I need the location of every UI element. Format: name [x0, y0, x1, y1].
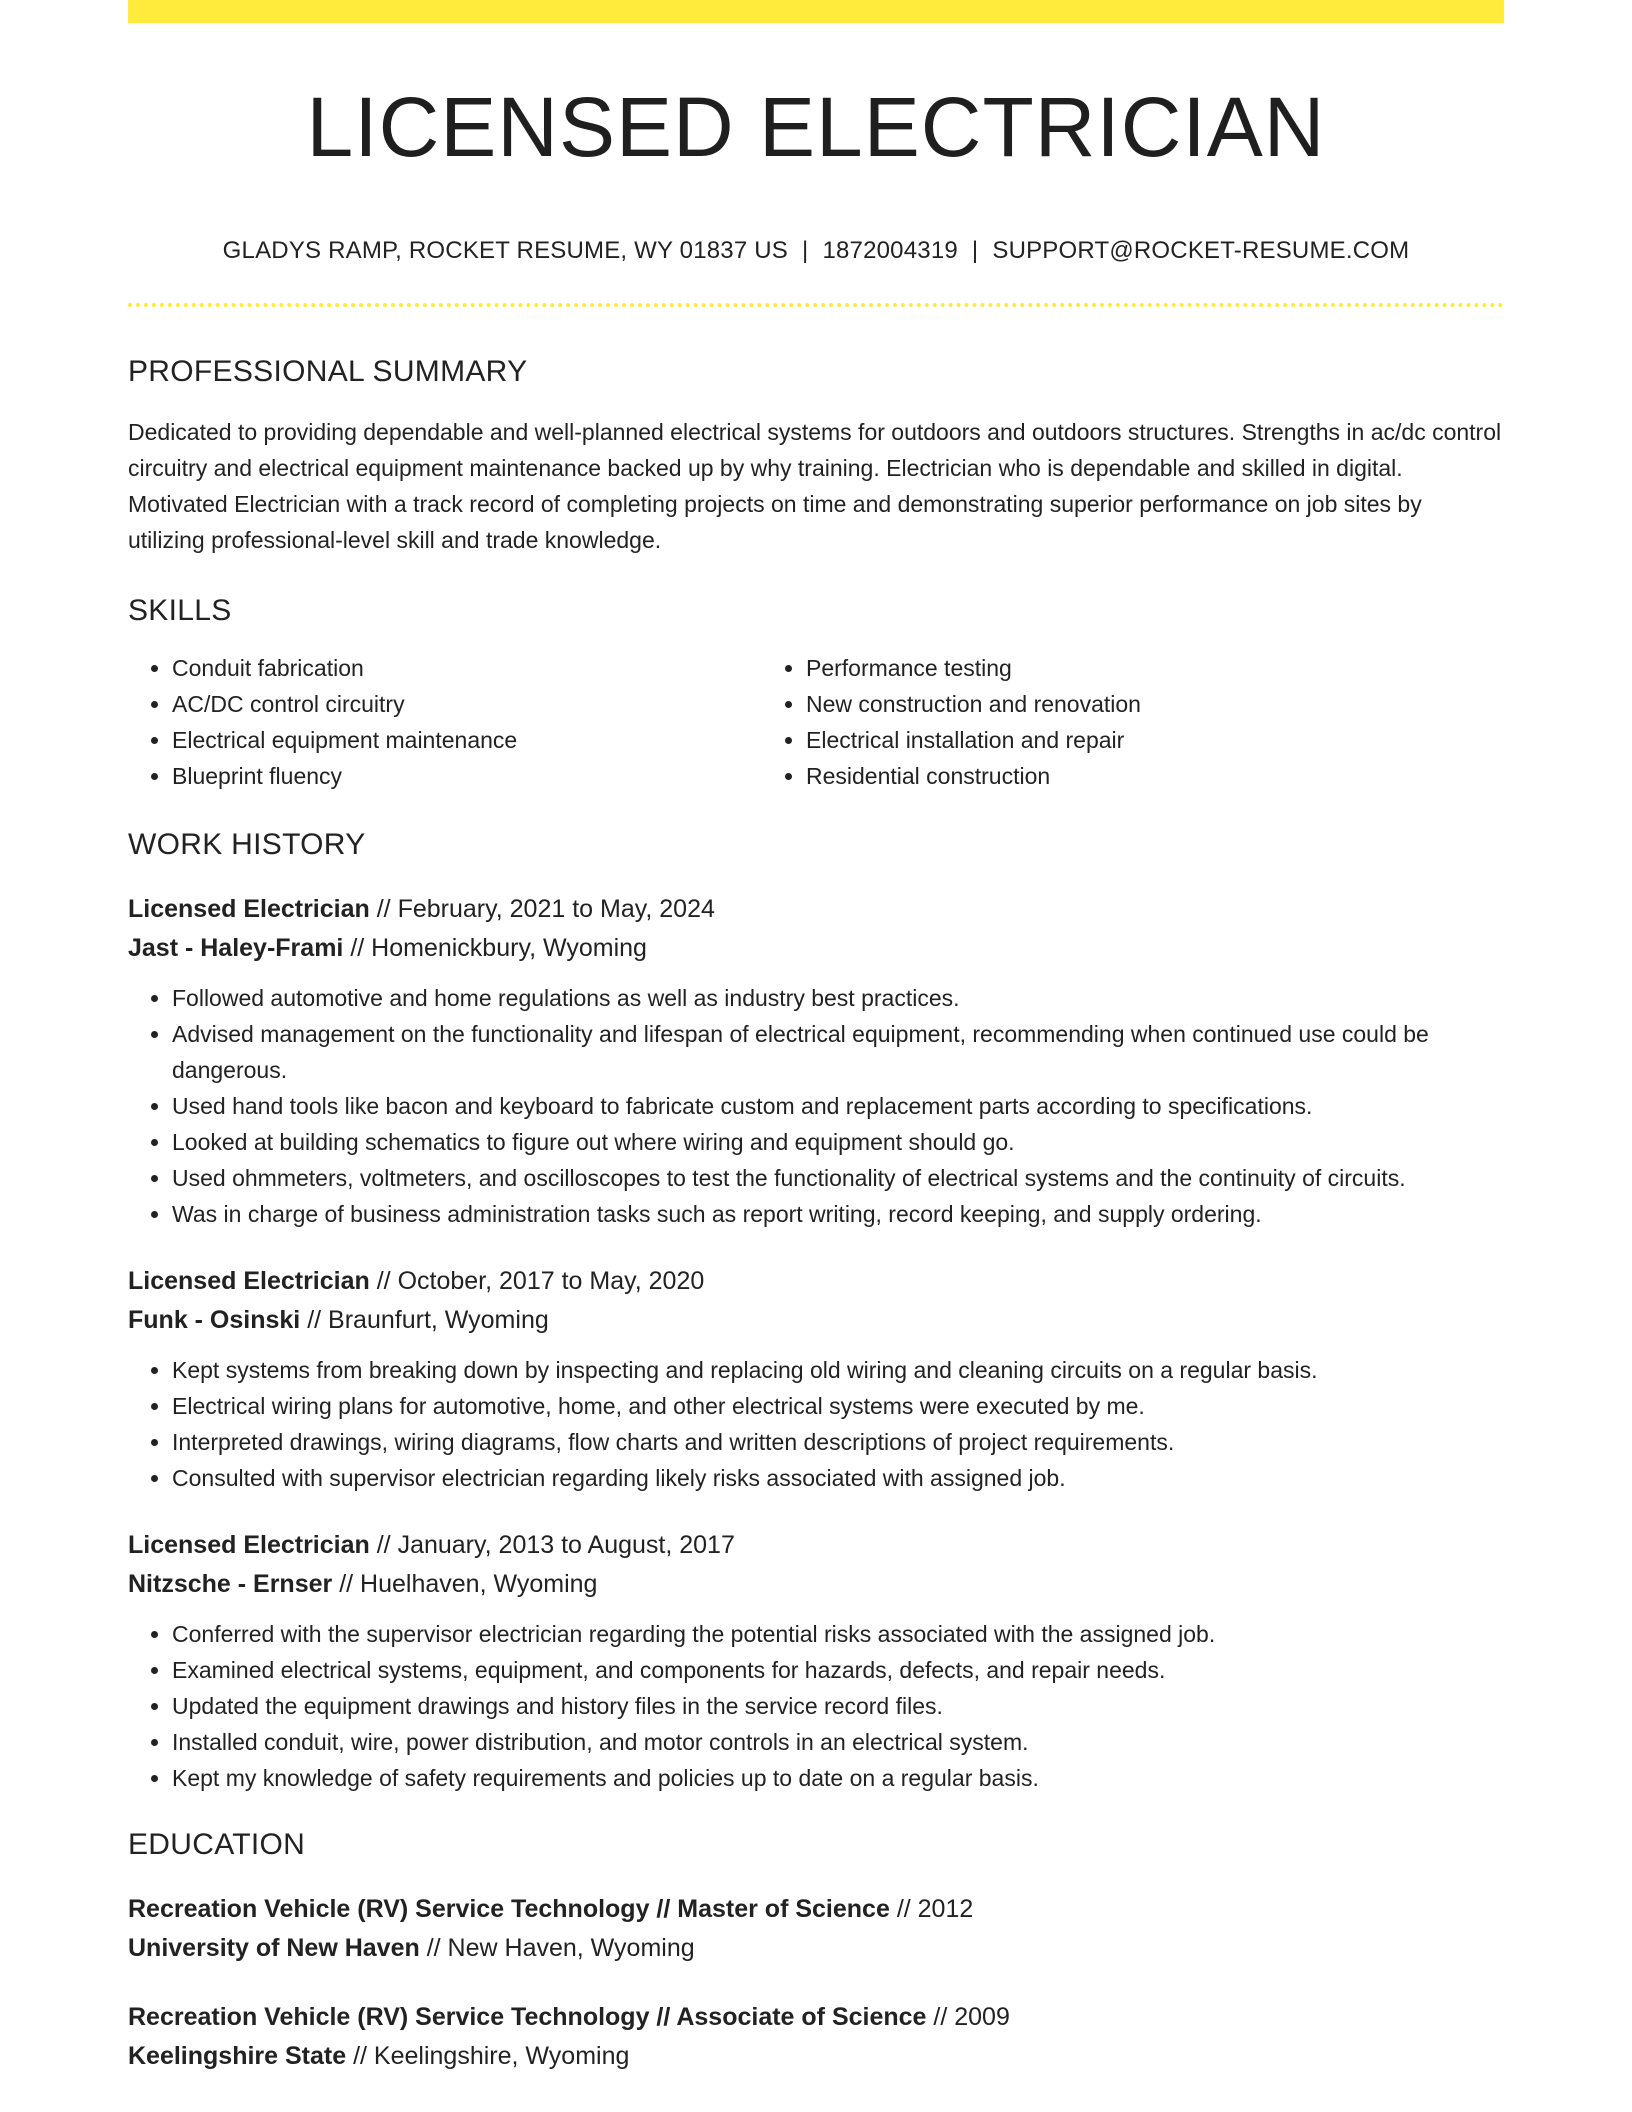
- education-school: Keelingshire State: [128, 2042, 347, 2070]
- skill-item: • Residential construction: [806, 758, 1396, 794]
- skill-item: • New construction and renovation: [806, 686, 1396, 722]
- job-title: Licensed Electrician: [128, 1531, 370, 1559]
- job-title: Licensed Electrician: [128, 1267, 370, 1295]
- dotted-divider: [128, 303, 1504, 307]
- job-title: Licensed Electrician: [128, 895, 370, 923]
- contact-email: SUPPORT@ROCKET-RESUME.COM: [992, 237, 1410, 264]
- job-entry: [128, 1526, 1504, 1796]
- job-bullet: • Used hand tools like bacon and keyboard to fabricate custom and replacement parts according to specifications.: [172, 1088, 1504, 1124]
- skill-item: • Electrical installation and repair: [806, 722, 1396, 758]
- education-heading: EDUCATION: [128, 1828, 306, 1861]
- skills-column-left: [128, 650, 762, 794]
- job-location: // Braunfurt, Wyoming: [307, 1306, 549, 1334]
- job-bullet: • Consulted with supervisor electrician regarding likely risks associated with assigned job.: [172, 1460, 1504, 1496]
- contact-address: GLADYS RAMP, ROCKET RESUME, WY 01837 US: [222, 237, 788, 264]
- job-company: Funk - Osinski: [128, 1306, 301, 1334]
- job-bullets: [128, 1616, 1504, 1796]
- job-bullet: • Updated the equipment drawings and history files in the service record files.: [172, 1688, 1504, 1724]
- education-school-line: [128, 1929, 1504, 1968]
- skill-item: • Electrical equipment maintenance: [172, 722, 762, 758]
- education-entry: [128, 1998, 1504, 2076]
- job-title-line: [128, 1262, 1504, 1301]
- education-degree-line: [128, 1890, 1504, 1929]
- job-dates: // October, 2017 to May, 2020: [376, 1267, 705, 1295]
- job-bullet: • Electrical wiring plans for automotive, home, and other electrical systems were executed by me.: [172, 1388, 1504, 1424]
- contact-separator: |: [802, 237, 809, 264]
- job-bullet: • Was in charge of business administration tasks such as report writing, record keeping, and supply ordering.: [172, 1196, 1504, 1232]
- resume-title: LICENSED ELECTRICIAN: [306, 80, 1326, 174]
- job-bullet: • Followed automotive and home regulations as well as industry best practices.: [172, 980, 1504, 1016]
- education-location: // Keelingshire, Wyoming: [353, 2042, 630, 2070]
- job-bullet: • Advised management on the functionality and lifespan of electrical equipment, recommending when continued use could be dangerous.: [172, 1016, 1504, 1088]
- summary-heading: PROFESSIONAL SUMMARY: [128, 355, 528, 388]
- contact-separator: |: [971, 237, 979, 264]
- job-company: Nitzsche - Ernser: [128, 1570, 333, 1598]
- job-bullet: • Used ohmmeters, voltmeters, and oscilloscopes to test the functionality of electrical systems and the continuity of circuits.: [172, 1160, 1504, 1196]
- education-school: University of New Haven: [128, 1934, 420, 1962]
- job-entry: [128, 1262, 1504, 1496]
- job-bullet: • Kept systems from breaking down by inspecting and replacing old wiring and cleaning circuits on a regular basis.: [172, 1352, 1504, 1388]
- skill-item: • Performance testing: [806, 650, 1396, 686]
- job-bullet: • Examined electrical systems, equipment, and components for hazards, defects, and repair needs.: [172, 1652, 1504, 1688]
- education-location: // New Haven, Wyoming: [426, 1934, 695, 1962]
- work-history-heading: WORK HISTORY: [128, 828, 366, 861]
- education-entry: [128, 1890, 1504, 1968]
- job-bullets: [128, 1352, 1504, 1496]
- education-degree-line: [128, 1998, 1504, 2037]
- job-bullet: • Interpreted drawings, wiring diagrams, flow charts and written descriptions of project requirements.: [172, 1424, 1504, 1460]
- skills-column-right: [762, 650, 1396, 794]
- skill-item: • AC/DC control circuitry: [172, 686, 762, 722]
- job-title-line: [128, 1526, 1504, 1565]
- job-bullet: • Conferred with the supervisor electrician regarding the potential risks associated with the assigned job.: [172, 1616, 1504, 1652]
- top-accent-bar: [128, 0, 1504, 23]
- contact-phone: 1872004319: [822, 237, 958, 264]
- education-year: // 2012: [896, 1895, 974, 1923]
- education-year: // 2009: [933, 2003, 1010, 2031]
- job-bullet: • Kept my knowledge of safety requirements and policies up to date on a regular basis.: [172, 1760, 1504, 1796]
- job-bullets: [128, 980, 1504, 1232]
- skills-list: [128, 650, 1504, 794]
- job-company-line: [128, 1565, 1504, 1604]
- job-bullet: • Installed conduit, wire, power distribution, and motor controls in an electrical system.: [172, 1724, 1504, 1760]
- education-school-line: [128, 2037, 1504, 2076]
- summary-text: Dedicated to providing dependable and well-planned electrical systems for outdoors and outdoors structures. Strengths in ac/dc control circuitry and electrical equipment maintenance backed up by why training. Electrician who is dependable and skilled in digital. Motivated Electrician with a track record of completing projects on time and demonstrating superior performance on job sites by utilizing professional-level skill and trade knowledge.: [128, 419, 1502, 553]
- resume-page: [128, 0, 1504, 2076]
- job-company-line: [128, 929, 1504, 968]
- job-entry: [128, 890, 1504, 1232]
- skill-item: • Conduit fabrication: [172, 650, 762, 686]
- skills-heading: SKILLS: [128, 594, 232, 627]
- job-company-line: [128, 1301, 1504, 1340]
- job-company: Jast - Haley-Frami: [128, 934, 344, 962]
- contact-line: [128, 239, 1504, 263]
- job-dates: // February, 2021 to May, 2024: [376, 895, 715, 923]
- skill-item: • Blueprint fluency: [172, 758, 762, 794]
- job-location: // Huelhaven, Wyoming: [339, 1570, 598, 1598]
- job-bullet: • Looked at building schematics to figure out where wiring and equipment should go.: [172, 1124, 1504, 1160]
- education-degree: Recreation Vehicle (RV) Service Technology // Associate of Science: [128, 2003, 927, 2031]
- education-degree: Recreation Vehicle (RV) Service Technology // Master of Science: [128, 1895, 890, 1923]
- job-title-line: [128, 890, 1504, 929]
- job-location: // Homenickbury, Wyoming: [350, 934, 647, 962]
- job-dates: // January, 2013 to August, 2017: [376, 1531, 735, 1559]
